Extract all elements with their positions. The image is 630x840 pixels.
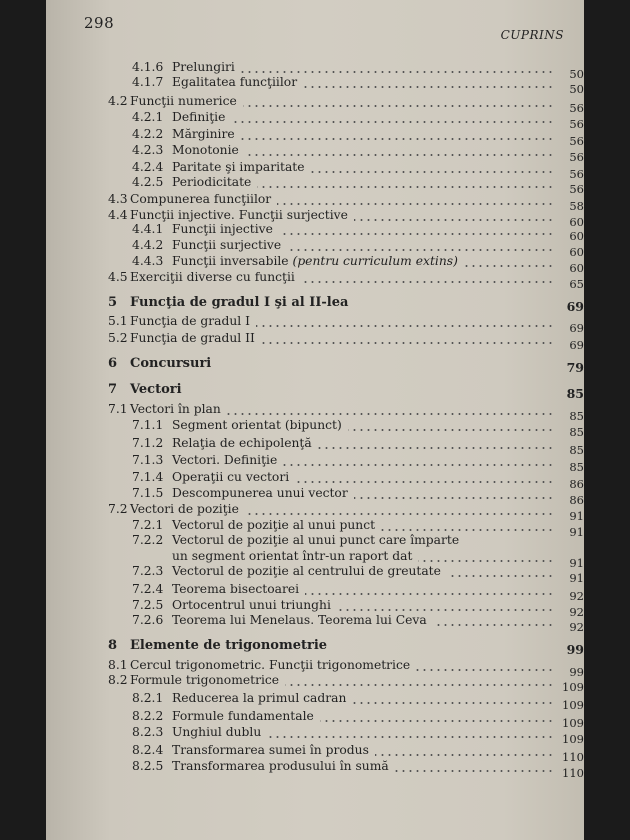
toc-page: 92 — [569, 620, 584, 634]
toc-page: 58 — [569, 199, 584, 213]
toc-number: 8.2 — [108, 673, 128, 687]
toc-number: 6 — [108, 356, 118, 371]
toc-page: 79 — [566, 360, 584, 375]
toc-number: 8.2.4 — [132, 743, 164, 757]
toc-number: 4.1.6 — [132, 60, 164, 74]
dot-leader — [348, 428, 554, 432]
toc-title: Formule fundamentale — [172, 709, 314, 723]
toc-number: 7.2.4 — [132, 582, 164, 596]
toc-title: Elemente de trigonometrie — [130, 638, 328, 653]
dot-leader — [301, 280, 554, 284]
dot-leader — [295, 480, 554, 484]
toc-number: 8.2.2 — [132, 709, 164, 723]
toc-title: Periodicitate — [172, 175, 252, 189]
toc-number: 7.2.6 — [132, 613, 164, 627]
toc-number: 5 — [108, 295, 118, 310]
toc-title: Vectorul de poziţie al unui punct — [172, 518, 376, 532]
toc-page: 109 — [562, 716, 584, 730]
toc-number: 7.1 — [108, 402, 128, 416]
dot-leader — [354, 218, 554, 222]
toc-page: 91 — [569, 571, 584, 585]
toc-number: 7.1.2 — [132, 436, 164, 450]
toc-title: Descompunerea unui vector — [172, 486, 348, 500]
toc-title: Operaţii cu vectori — [172, 470, 290, 484]
toc-title: Reducerea la primul cadran — [172, 691, 347, 705]
toc-page: 56 — [569, 134, 584, 148]
toc-page: 109 — [562, 680, 584, 694]
toc-number: 7.1.4 — [132, 470, 164, 484]
toc-page: 65 — [569, 277, 584, 291]
toc-page: 99 — [566, 642, 584, 657]
toc-page: 85 — [566, 386, 584, 401]
toc-title: Exerciţii diverse cu funcţii — [130, 270, 295, 284]
toc-page: 50 — [569, 67, 584, 81]
toc-number: 4.2.5 — [132, 175, 164, 189]
toc-number: 7.2.1 — [132, 518, 164, 532]
toc-page: 85 — [569, 443, 584, 457]
toc-page: 86 — [569, 477, 584, 491]
toc-number: 7 — [108, 382, 118, 397]
toc-title: Concursuri — [130, 356, 212, 371]
dot-leader — [227, 412, 554, 416]
toc-number: 7.2.5 — [132, 598, 164, 612]
toc-page: 60 — [569, 245, 584, 259]
toc-number: 7.2.2 — [132, 533, 164, 547]
toc-page: 85 — [569, 409, 584, 423]
toc-page: 50 — [569, 82, 584, 96]
dot-leader — [245, 153, 554, 157]
toc-number: 7.1.1 — [132, 418, 164, 432]
dot-leader — [418, 559, 554, 563]
toc-title: Teorema bisectoarei — [172, 582, 300, 596]
toc-page: 69 — [566, 299, 584, 314]
toc-title: Monotonie — [172, 143, 239, 157]
toc-page: 56 — [569, 150, 584, 164]
toc-number: 4.4 — [108, 208, 128, 222]
dot-leader — [261, 341, 554, 345]
toc-title: Paritate şi imparitate — [172, 160, 305, 174]
toc-page: 56 — [569, 101, 584, 115]
dot-leader — [245, 512, 554, 516]
toc-page: 56 — [569, 182, 584, 196]
toc-number: 4.2 — [108, 94, 128, 108]
toc-title: Funcţii injective — [172, 222, 273, 236]
toc-page: 86 — [569, 493, 584, 507]
toc-title: Prelungiri — [172, 60, 235, 74]
toc-number: 4.3 — [108, 192, 128, 206]
dot-leader — [241, 70, 554, 74]
toc-page: 91 — [569, 556, 584, 570]
toc-number: 5.2 — [108, 331, 128, 345]
toc-page: 56 — [569, 167, 584, 181]
toc-title: Mărginire — [172, 127, 235, 141]
toc-title: Ortocentrul unui triunghi — [172, 598, 331, 612]
toc-number: 4.4.2 — [132, 238, 164, 252]
dot-leader — [464, 264, 554, 268]
dot-leader — [287, 248, 554, 252]
dot-leader — [352, 701, 554, 705]
toc-page: 60 — [569, 215, 584, 229]
toc-number: 4.2.4 — [132, 160, 164, 174]
toc-title: Funcţii inversabile (pentru curriculum extins) — [172, 254, 458, 268]
dot-leader — [231, 120, 554, 124]
toc-page: 91 — [569, 525, 584, 539]
dot-leader — [243, 104, 554, 108]
toc-page: 92 — [569, 589, 584, 603]
dot-leader — [381, 528, 554, 532]
toc-page: 110 — [562, 750, 584, 764]
toc-title: Transformarea produsului în sumă — [172, 759, 389, 773]
toc-number: 4.2.2 — [132, 127, 164, 141]
toc-page: 109 — [562, 698, 584, 712]
dot-leader — [257, 185, 554, 189]
book-page — [46, 0, 584, 840]
dot-leader — [285, 683, 554, 687]
toc-title: Funcţia de gradul I — [130, 314, 251, 328]
toc-page: 110 — [562, 766, 584, 780]
dot-leader — [433, 623, 554, 627]
dot-leader — [395, 769, 554, 773]
toc-title: Segment orientat (bipunct) — [172, 418, 342, 432]
toc-page: 85 — [569, 425, 584, 439]
toc-number: 8.1 — [108, 658, 128, 672]
toc-number: 4.4.3 — [132, 254, 164, 268]
toc-title: Transformarea sumei în produs — [172, 743, 369, 757]
toc-title: Definiţie — [172, 110, 226, 124]
toc-page: 60 — [569, 261, 584, 275]
dot-leader — [447, 574, 554, 578]
toc-number: 8.2.5 — [132, 759, 164, 773]
toc-title: Vectori — [130, 382, 182, 397]
toc-title: Vectori în plan — [130, 402, 221, 416]
toc-page: 69 — [569, 321, 584, 335]
dot-leader — [283, 463, 554, 467]
toc-page: 109 — [562, 732, 584, 746]
toc-title: Egalitatea funcţiilor — [172, 75, 298, 89]
toc-title-note: (pentru curriculum extins) — [292, 254, 458, 268]
toc-page: 91 — [569, 509, 584, 523]
dot-leader — [279, 232, 554, 236]
dot-leader — [354, 496, 554, 500]
toc-title-continued: un segment orientat într-un raport dat — [172, 549, 413, 563]
toc-title: Unghiul dublu — [172, 725, 262, 739]
toc-number: 4.2.1 — [132, 110, 164, 124]
dot-leader — [277, 202, 554, 206]
toc-title: Funcţii numerice — [130, 94, 237, 108]
toc-number: 5.1 — [108, 314, 128, 328]
toc-page: 85 — [569, 460, 584, 474]
toc-number: 7.1.3 — [132, 453, 164, 467]
toc-number: 4.4.1 — [132, 222, 164, 236]
dot-leader — [256, 324, 554, 328]
toc-number: 7.2.3 — [132, 564, 164, 578]
toc-title: Cercul trigonometric. Funcţii trigonometrice — [130, 658, 411, 672]
toc-title: Compunerea funcţiilor — [130, 192, 272, 206]
running-title: CUPRINS — [500, 28, 564, 42]
toc-number: 4.5 — [108, 270, 128, 284]
toc-title: Funcţia de gradul II — [130, 331, 255, 345]
toc-title: Funcţia de gradul I şi al II-lea — [130, 295, 349, 310]
toc-title: Teorema lui Menelaus. Teorema lui Ceva — [172, 613, 427, 627]
toc-page: 60 — [569, 229, 584, 243]
toc-title: Vectorul de poziţie al unui punct care împarte — [172, 533, 460, 547]
toc-page: 99 — [569, 665, 584, 679]
toc-title: Relaţia de echipolenţă — [172, 436, 312, 450]
toc-title: Funcţii surjective — [172, 238, 282, 252]
toc-number: 4.2.3 — [132, 143, 164, 157]
toc-number: 8 — [108, 638, 118, 653]
dot-leader — [375, 753, 554, 757]
dot-leader — [337, 608, 554, 612]
toc-page: 92 — [569, 605, 584, 619]
toc-page: 56 — [569, 117, 584, 131]
toc-number: 4.1.7 — [132, 75, 164, 89]
dot-leader — [241, 137, 554, 141]
toc-title: Vectorul de poziţie al centrului de greutate — [172, 564, 441, 578]
toc-number: 7.1.5 — [132, 486, 164, 500]
toc-title: Vectori. Definiţie — [172, 453, 278, 467]
toc-number: 8.2.1 — [132, 691, 164, 705]
dot-leader — [318, 446, 554, 450]
dot-leader — [320, 719, 554, 723]
dot-leader — [416, 668, 554, 672]
dot-leader — [303, 85, 554, 89]
toc-page: 69 — [569, 338, 584, 352]
page-number: 298 — [84, 14, 115, 32]
toc-title: Vectori de poziţie — [130, 502, 239, 516]
toc-title: Formule trigonometrice — [130, 673, 280, 687]
toc-number: 7.2 — [108, 502, 128, 516]
dot-leader — [267, 735, 554, 739]
dot-leader — [305, 592, 554, 596]
toc-title: Funcţii injective. Funcţii surjective — [130, 208, 348, 222]
toc-number: 8.2.3 — [132, 725, 164, 739]
dot-leader — [311, 170, 554, 174]
